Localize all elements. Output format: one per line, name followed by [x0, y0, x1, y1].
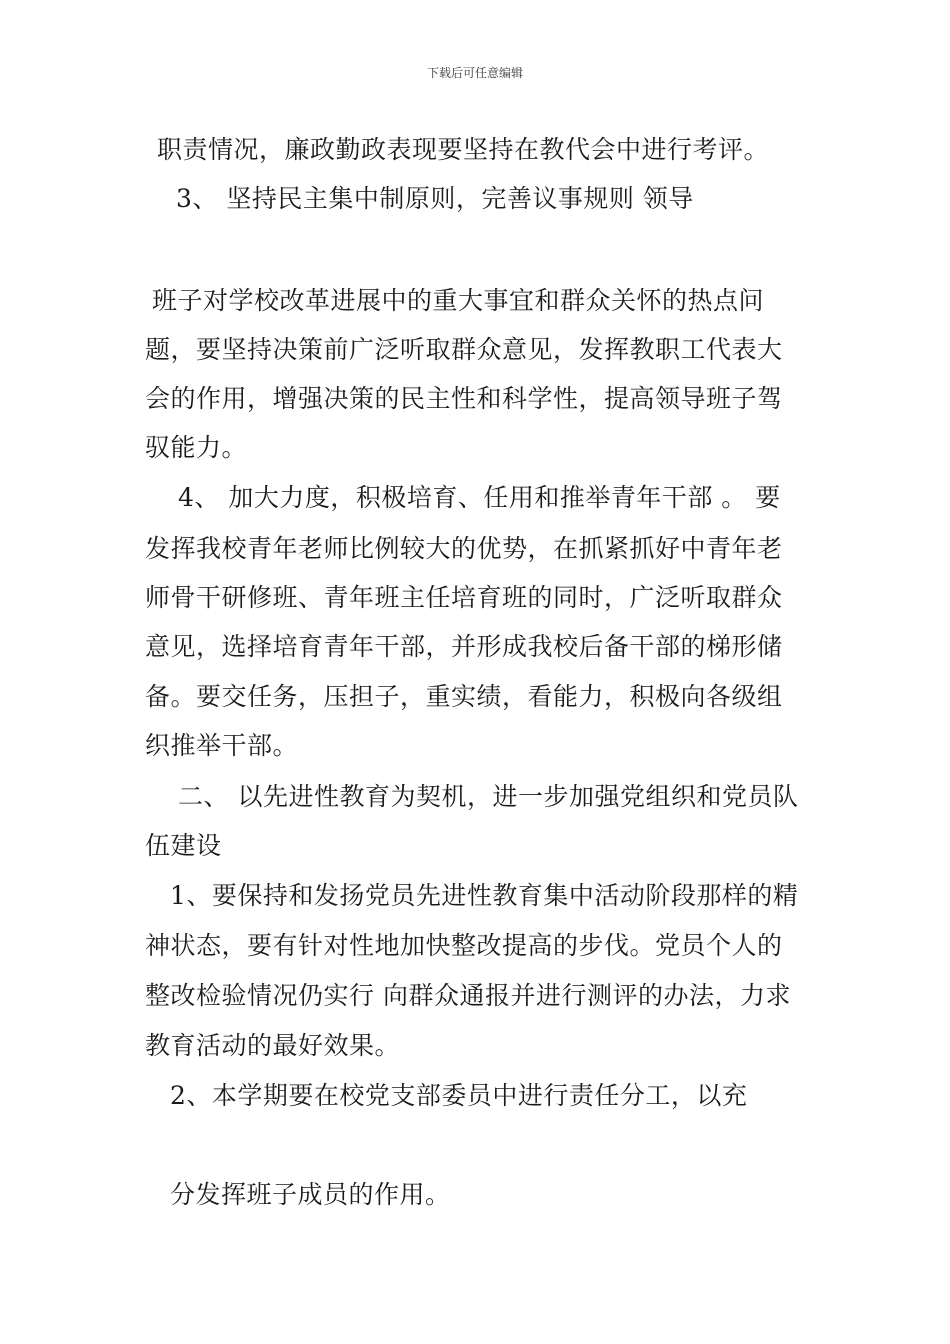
text-line: 3、 坚持民主集中制原则，完善议事规则 领导: [176, 184, 694, 213]
text-line: 教育活动的最好效果。: [145, 1031, 401, 1060]
text-line: 分发挥班子成员的作用。: [170, 1180, 451, 1209]
text-line: 备。要交任务，压担子，重实绩，看能力，积极向各级组: [145, 682, 783, 711]
text-line: 1、要保持和发扬党员先进性教育集中活动阶段那样的精: [170, 881, 799, 910]
section-heading-line: 伍建设: [145, 831, 222, 860]
text-line: 题，要坚持决策前广泛听取群众意见，发挥教职工代表大: [145, 335, 783, 364]
text-line: 整改检验情况仍实行 向群众通报并进行测评的办法，力求: [145, 981, 791, 1010]
text-line: 发挥我校青年老师比例较大的优势，在抓紧抓好中青年老: [145, 534, 783, 563]
text-line: 2、本学期要在校党支部委员中进行责任分工，以充: [170, 1081, 748, 1110]
page-header-note: 下载后可任意编辑: [426, 66, 523, 80]
text-line: 会的作用，增强决策的民主性和科学性，提高领导班子驾: [145, 384, 783, 413]
text-line: 意见，选择培育青年干部，并形成我校后备干部的梯形储: [145, 632, 783, 661]
text-line: 职责情况，廉政勤政表现要坚持在教代会中进行考评。: [157, 135, 770, 164]
text-line: 师骨干研修班、青年班主任培育班的同时，广泛听取群众: [145, 583, 783, 612]
text-line: 4、 加大力度，积极培育、任用和推举青年干部 。 要: [178, 483, 781, 512]
section-heading-line: 二、 以先进性教育为契机，进一步加强党组织和党员队: [178, 782, 799, 811]
text-line: 神状态，要有针对性地加快整改提高的步伐。党员个人的: [145, 931, 783, 960]
text-line: 织推举干部。: [145, 731, 299, 760]
text-line: 班子对学校改革进展中的重大事宜和群众关怀的热点问: [152, 286, 765, 315]
text-line: 驭能力。: [145, 433, 248, 462]
